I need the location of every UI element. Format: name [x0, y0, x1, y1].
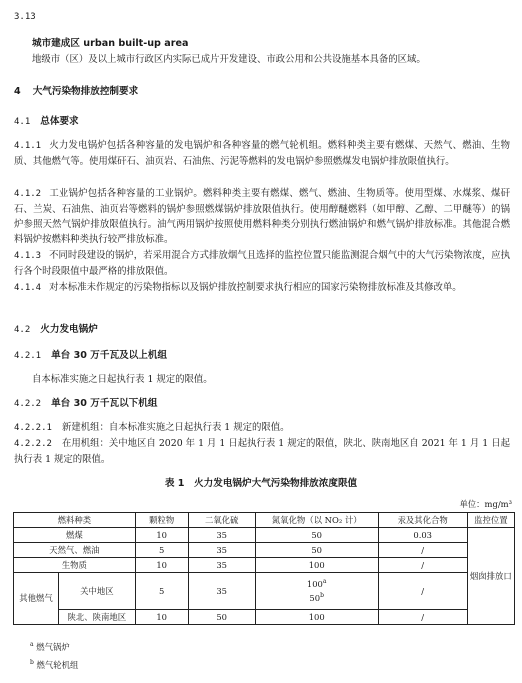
- nox-boiler-value: 100: [306, 579, 323, 589]
- paragraph-4-1-3-number: 4.1.3: [14, 251, 42, 261]
- row-guanzhong-nox: [255, 573, 378, 610]
- term-urban-built-up-area: [32, 36, 188, 51]
- footnote-a-mark: a: [30, 641, 34, 649]
- row-biomass-nox: 100: [255, 558, 378, 573]
- paragraph-4-2-2-2-number: 4.2.2.2: [14, 439, 52, 449]
- row-coal-so2: 35: [188, 528, 255, 543]
- row-biomass-hg: /: [378, 558, 467, 573]
- row-biomass-name: 生物质: [14, 558, 136, 573]
- table-row: [14, 610, 515, 625]
- row-guanzhong-hg: /: [378, 573, 467, 610]
- section-4-2-2-number: 4.2.2: [14, 399, 42, 409]
- row-guanzhong-pm: 5: [135, 573, 188, 610]
- section-4-heading: [14, 84, 138, 99]
- header-monitor-location: 监控位置: [467, 513, 514, 528]
- term-text: 城市建成区 urban built-up area: [32, 38, 189, 49]
- paragraph-4-1-1-number: 4.1.1: [14, 141, 42, 151]
- section-4-2-heading: [14, 322, 98, 338]
- header-nox: 氮氧化物（以 NO₂ 计）: [255, 513, 378, 528]
- row-gas-oil-name: 天然气、燃油: [14, 543, 136, 558]
- row-biomass-so2: 35: [188, 558, 255, 573]
- paragraph-4-1-2: [14, 186, 510, 247]
- row-gas-oil-so2: 35: [188, 543, 255, 558]
- table-row: [14, 528, 515, 543]
- table-header-row: [14, 513, 515, 528]
- section-4-1-number: 4.1: [14, 117, 31, 127]
- header-fuel-type: 燃料种类: [14, 513, 136, 528]
- footnote-b-mark: b: [30, 659, 34, 667]
- row-gas-oil-pm: 5: [135, 543, 188, 558]
- table-1: [13, 512, 515, 625]
- paragraph-4-1-2-number: 4.1.2: [14, 189, 42, 199]
- row-guanzhong-name: 关中地区: [59, 573, 136, 610]
- paragraph-4-1-1-text: 火力发电锅炉包括各种容量的发电锅炉和各种容量的燃气轮机组。燃料种类主要有燃煤、天然气、燃油、生物质、其他燃气等。使用煤矸石、油页岩、石油焦、污泥等燃料的发电锅炉参照燃煤发电锅炉排放限值执行。: [14, 140, 510, 167]
- row-coal-pm: 10: [135, 528, 188, 543]
- paragraph-4-2-2-1: [14, 420, 290, 436]
- section-4-1-heading: [14, 114, 79, 130]
- term-definition: 地级市（区）及以上城市行政区内实际已成片开发建设、市政公用和公共设施基本具备的区域。: [32, 54, 426, 65]
- paragraph-4-1-2-text: 工业锅炉包括各种容量的工业锅炉。燃料种类主要有燃煤、燃气、燃油、生物质等。使用型煤、水煤浆、煤矸石、兰炭、石油焦、油页岩等燃料的锅炉参照燃煤锅炉排放限值执行。使用醇醚燃料（如甲醇、乙醇、二甲醚等）的锅炉参照天然气锅炉排放限值执行。油气两用锅炉按照使用燃料种类分别执行燃油锅炉和燃气锅炉排放标准。其他混合燃料锅炉按燃料种类执行较严排放标准。: [14, 188, 510, 245]
- row-gas-oil-nox: 50: [255, 543, 378, 558]
- row-gas-oil-hg: /: [378, 543, 467, 558]
- footnote-a-text: 燃气锅炉: [36, 642, 70, 652]
- nox-turbine-value: 50: [309, 593, 321, 603]
- row-guanzhong-so2: 35: [188, 573, 255, 610]
- section-4-2-1-number: 4.2.1: [14, 351, 42, 361]
- section-3-13-number: 3.13: [14, 12, 36, 22]
- paragraph-4-1-1: [14, 138, 510, 169]
- footnote-a: [30, 640, 70, 655]
- section-4-2-2-heading: [14, 396, 157, 412]
- row-shaanbei-shaannan-hg: /: [378, 610, 467, 625]
- paragraph-4-1-4-number: 4.1.4: [14, 283, 42, 293]
- paragraph-4-1-4-text: 对本标准未作规定的污染物指标以及锅炉排放控制要求执行相应的国家污染物排放标准及其修改单。: [49, 282, 462, 293]
- section-4-number: 4: [14, 86, 21, 97]
- header-particulate: 颗粒物: [135, 513, 188, 528]
- monitor-location-value: 烟囱排放口: [467, 528, 514, 625]
- paragraph-4-1-3-text: 不同时段建设的锅炉，若采用混合方式排放烟气且选择的监控位置只能监测混合烟气中的大气污染物浓度，应执行各个时段限值中最严格的排放限值。: [14, 250, 510, 277]
- footnote-mark-b: b: [320, 592, 324, 600]
- header-mercury: 汞及其化合物: [378, 513, 467, 528]
- table-1-caption: 表 1 火力发电锅炉大气污染物排放浓度限值: [164, 478, 358, 489]
- section-4-2-1-heading: [14, 348, 167, 364]
- table-row: [14, 573, 515, 610]
- header-so2: 二氧化硫: [188, 513, 255, 528]
- row-coal-name: 燃煤: [14, 528, 136, 543]
- footnote-mark-a: a: [322, 578, 327, 586]
- paragraph-4-2-2-1-text: 新建机组：自本标准实施之日起执行表 1 规定的限值。: [61, 422, 290, 433]
- paragraph-4-2-2-1-number: 4.2.2.1: [14, 423, 52, 433]
- section-4-title: 大气污染物排放控制要求: [32, 86, 139, 97]
- row-coal-hg: 0.03: [378, 528, 467, 543]
- row-shaanbei-shaannan-nox: 100: [255, 610, 378, 625]
- row-biomass-pm: 10: [135, 558, 188, 573]
- section-4-2-2-title: 单台 30 万千瓦以下机组: [51, 398, 158, 409]
- row-shaanbei-shaannan-so2: 50: [188, 610, 255, 625]
- section-4-1-title: 总体要求: [40, 116, 79, 127]
- paragraph-4-2-1-text: 自本标准实施之日起执行表 1 规定的限值。: [32, 374, 213, 385]
- table-1-unit: 单位：mg/m³: [459, 499, 512, 509]
- section-4-2-number: 4.2: [14, 325, 31, 335]
- table-row: [14, 558, 515, 573]
- paragraph-4-1-3: [14, 248, 510, 279]
- paragraph-4-2-2-2-text: 在用机组：关中地区自 2020 年 1 月 1 日起执行表 1 规定的限值，陕北、陕南地区自 2021 年 1 月 1 日起执行表 1 规定的限值。: [14, 438, 510, 465]
- row-shaanbei-shaannan-name: 陕北、陕南地区: [59, 610, 136, 625]
- section-4-2-1-title: 单台 30 万千瓦及以上机组: [51, 350, 168, 361]
- paragraph-4-1-4: [14, 280, 510, 296]
- footnote-b-text: 燃气轮机组: [36, 660, 79, 670]
- row-coal-nox: 50: [255, 528, 378, 543]
- row-shaanbei-shaannan-pm: 10: [135, 610, 188, 625]
- row-other-gas-name: 其他燃气: [14, 573, 59, 625]
- paragraph-4-2-2-2: [14, 436, 510, 467]
- section-4-2-title: 火力发电锅炉: [40, 324, 98, 335]
- footnote-b: [30, 658, 78, 673]
- table-row: [14, 543, 515, 558]
